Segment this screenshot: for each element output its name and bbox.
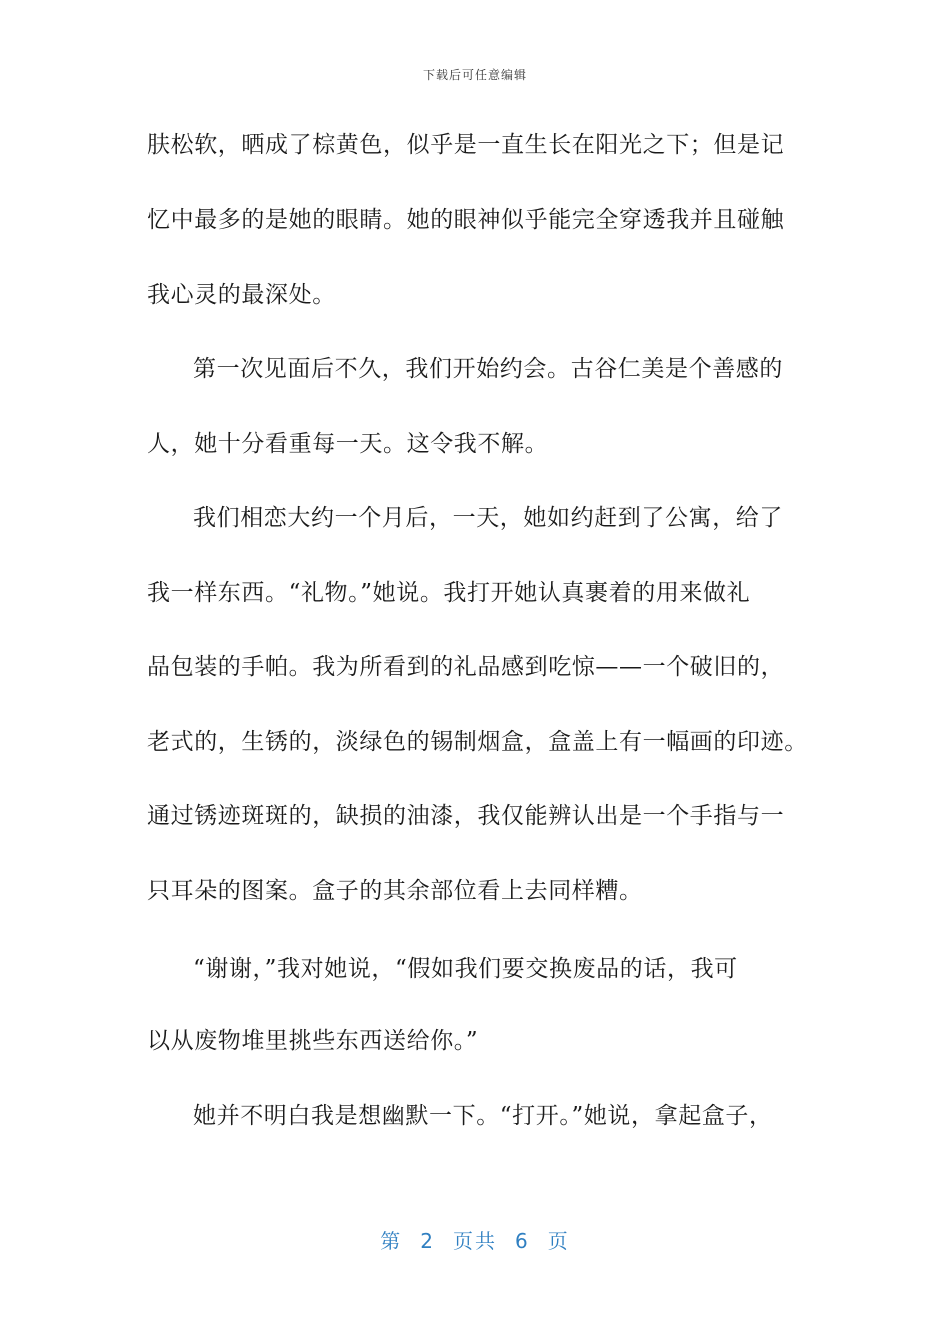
paragraph-first-line: “谢谢，”我对她说，“假如我们要交换废品的话，我可 xyxy=(193,956,738,982)
footer-suffix: 页 xyxy=(547,1229,570,1253)
paragraph-first-line: 第一次见面后不久，我们开始约会。古谷仁美是个善感的 xyxy=(193,356,783,382)
page-footer xyxy=(0,1225,950,1254)
text-line: 只耳朵的图案。盒子的其余部位看上去同样糟。 xyxy=(147,878,643,904)
current-page-number: 2 xyxy=(420,1229,435,1253)
header-note: 下载后可任意编辑 xyxy=(422,68,527,82)
paragraph-first-line: 她并不明白我是想幽默一下。“打开。”她说，拿起盒子， xyxy=(193,1103,773,1129)
text-line: 忆中最多的是她的眼睛。她的眼神似乎能完全穿透我并且碰触 xyxy=(147,207,785,233)
paragraph-first-line: 我们相恋大约一个月后，一天，她如约赶到了公寓，给了 xyxy=(193,505,783,531)
text-line: 我一样东西。“礼物。”她说。我打开她认真裹着的用来做礼 xyxy=(147,580,751,606)
text-line: 通过锈迹斑斑的，缺损的油漆，我仅能辨认出是一个手指与一 xyxy=(147,803,785,829)
footer-prefix: 第 xyxy=(380,1229,403,1253)
text-line: 以从废物堆里挑些东西送给你。” xyxy=(147,1028,479,1054)
text-line: 老式的，生锈的，淡绿色的锡制烟盒，盒盖上有一幅画的印迹。 xyxy=(147,729,808,755)
total-page-number: 6 xyxy=(515,1229,530,1253)
text-line: 肤松软，晒成了棕黄色，似乎是一直生长在阳光之下；但是记 xyxy=(147,132,785,158)
text-line: 人，她十分看重每一天。这令我不解。 xyxy=(147,431,549,457)
footer-middle: 页共 xyxy=(453,1229,497,1253)
text-line: 品包装的手帕。我为所看到的礼品感到吃惊——一个破旧的， xyxy=(147,654,785,680)
text-line: 我心灵的最深处。 xyxy=(147,282,336,308)
